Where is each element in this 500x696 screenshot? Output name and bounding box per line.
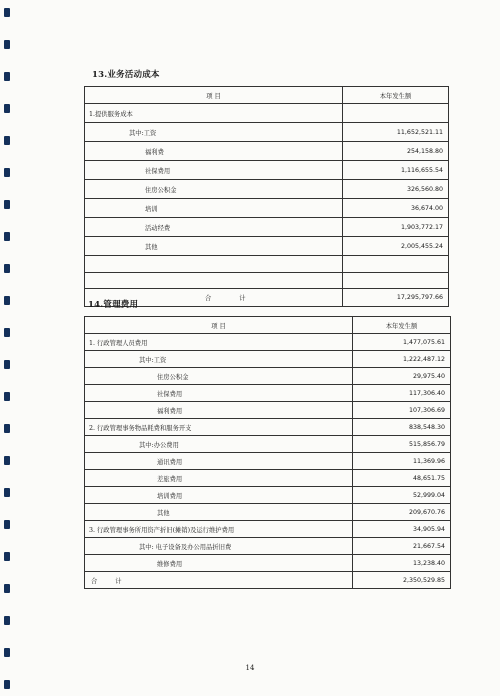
row-amount: 13,238.40 bbox=[353, 555, 451, 572]
row-label: 活动经费 bbox=[85, 218, 343, 237]
table-row bbox=[85, 555, 451, 572]
table-row bbox=[85, 142, 449, 161]
row-amount bbox=[343, 273, 449, 289]
row-label: 住房公积金 bbox=[85, 180, 343, 199]
binding-ring bbox=[4, 264, 10, 273]
binding-ring bbox=[4, 168, 10, 177]
header-amount: 本年发生额 bbox=[353, 317, 451, 334]
row-amount: 29,975.40 bbox=[353, 368, 451, 385]
table-row bbox=[85, 199, 449, 218]
table-row bbox=[85, 351, 451, 368]
row-label: 通讯费用 bbox=[85, 453, 353, 470]
table-row bbox=[85, 334, 451, 351]
spiral-binding bbox=[4, 0, 14, 696]
total-label: 合计 bbox=[85, 289, 343, 307]
row-label: 1. 行政管理人员费用 bbox=[85, 334, 353, 351]
row-label: 其他 bbox=[85, 237, 343, 256]
row-amount: 34,905.94 bbox=[353, 521, 451, 538]
binding-ring bbox=[4, 520, 10, 529]
row-label: 培训费用 bbox=[85, 487, 353, 504]
table-row bbox=[85, 161, 449, 180]
table-row bbox=[85, 453, 451, 470]
total-label: 合计 bbox=[85, 572, 353, 589]
table-row bbox=[85, 218, 449, 237]
row-label: 社保费用 bbox=[85, 385, 353, 402]
row-label: 3. 行政管理事务所用资产折旧(摊销)及运行维护费用 bbox=[85, 521, 353, 538]
table-row-empty bbox=[85, 256, 449, 273]
section-14-title: 14.管理费用 bbox=[88, 300, 139, 310]
binding-ring bbox=[4, 200, 10, 209]
table-row bbox=[85, 470, 451, 487]
binding-ring bbox=[4, 232, 10, 241]
row-label: 2. 行政管理事务物品耗费和服务开支 bbox=[85, 419, 353, 436]
row-label bbox=[85, 256, 343, 273]
row-label bbox=[85, 273, 343, 289]
section-13-title: 13.业务活动成本 bbox=[92, 70, 160, 80]
table-row bbox=[85, 385, 451, 402]
row-amount: 1,477,075.61 bbox=[353, 334, 451, 351]
row-label: 其中:工资 bbox=[85, 123, 343, 142]
table-row bbox=[85, 180, 449, 199]
table-row bbox=[85, 123, 449, 142]
total-amount: 17,295,797.66 bbox=[343, 289, 449, 307]
row-amount: 838,548.30 bbox=[353, 419, 451, 436]
table-row bbox=[85, 487, 451, 504]
binding-ring bbox=[4, 136, 10, 145]
row-label: 住房公积金 bbox=[85, 368, 353, 385]
row-amount: 36,674.00 bbox=[343, 199, 449, 218]
row-amount: 1,903,772.17 bbox=[343, 218, 449, 237]
header-item: 项 目 bbox=[85, 87, 343, 104]
table-row bbox=[85, 521, 451, 538]
row-amount: 209,670.76 bbox=[353, 504, 451, 521]
cost-table-13 bbox=[84, 86, 449, 307]
binding-ring bbox=[4, 648, 10, 657]
row-amount: 11,652,521.11 bbox=[343, 123, 449, 142]
table-row bbox=[85, 104, 449, 123]
row-label: 1.提供服务成本 bbox=[85, 104, 343, 123]
row-amount: 48,651.75 bbox=[353, 470, 451, 487]
table-row bbox=[85, 368, 451, 385]
row-amount: 107,306.69 bbox=[353, 402, 451, 419]
binding-ring bbox=[4, 392, 10, 401]
row-label: 其他 bbox=[85, 504, 353, 521]
table-header-row bbox=[85, 317, 451, 334]
table-row bbox=[85, 402, 451, 419]
row-label: 培训 bbox=[85, 199, 343, 218]
row-amount: 52,999.04 bbox=[353, 487, 451, 504]
row-amount bbox=[343, 256, 449, 273]
row-amount: 117,306.40 bbox=[353, 385, 451, 402]
table-row-empty bbox=[85, 273, 449, 289]
binding-ring bbox=[4, 8, 10, 17]
row-amount: 515,856.79 bbox=[353, 436, 451, 453]
binding-ring bbox=[4, 680, 10, 689]
row-amount: 11,369.96 bbox=[353, 453, 451, 470]
row-amount bbox=[343, 104, 449, 123]
row-label: 福利费 bbox=[85, 142, 343, 161]
row-amount: 21,667.54 bbox=[353, 538, 451, 555]
binding-ring bbox=[4, 456, 10, 465]
row-label: 其中:工资 bbox=[85, 351, 353, 368]
total-amount: 2,350,529.85 bbox=[353, 572, 451, 589]
table-header-row bbox=[85, 87, 449, 104]
row-label: 维修费用 bbox=[85, 555, 353, 572]
binding-ring bbox=[4, 296, 10, 305]
admin-expense-table-14 bbox=[84, 316, 451, 589]
binding-ring bbox=[4, 552, 10, 561]
row-label: 其中: 电子设备及办公用品折旧费 bbox=[85, 538, 353, 555]
binding-ring bbox=[4, 40, 10, 49]
binding-ring bbox=[4, 616, 10, 625]
binding-ring bbox=[4, 424, 10, 433]
header-item: 项 目 bbox=[85, 317, 353, 334]
binding-ring bbox=[4, 584, 10, 593]
table-row bbox=[85, 504, 451, 521]
page-number: 14 bbox=[245, 664, 255, 672]
row-amount: 2,005,455.24 bbox=[343, 237, 449, 256]
total-row bbox=[85, 572, 451, 589]
binding-ring bbox=[4, 328, 10, 337]
binding-ring bbox=[4, 104, 10, 113]
row-amount: 1,116,655.54 bbox=[343, 161, 449, 180]
binding-ring bbox=[4, 360, 10, 369]
table-row bbox=[85, 237, 449, 256]
header-amount: 本年发生额 bbox=[343, 87, 449, 104]
row-amount: 326,560.80 bbox=[343, 180, 449, 199]
table-row bbox=[85, 538, 451, 555]
row-amount: 1,222,487.12 bbox=[353, 351, 451, 368]
row-label: 社保费用 bbox=[85, 161, 343, 180]
row-label: 差旅费用 bbox=[85, 470, 353, 487]
row-amount: 254,158.80 bbox=[343, 142, 449, 161]
table-row bbox=[85, 436, 451, 453]
total-row bbox=[85, 289, 449, 307]
binding-ring bbox=[4, 488, 10, 497]
table-row bbox=[85, 419, 451, 436]
binding-ring bbox=[4, 72, 10, 81]
row-label: 福利费用 bbox=[85, 402, 353, 419]
row-label: 其中:办公费用 bbox=[85, 436, 353, 453]
